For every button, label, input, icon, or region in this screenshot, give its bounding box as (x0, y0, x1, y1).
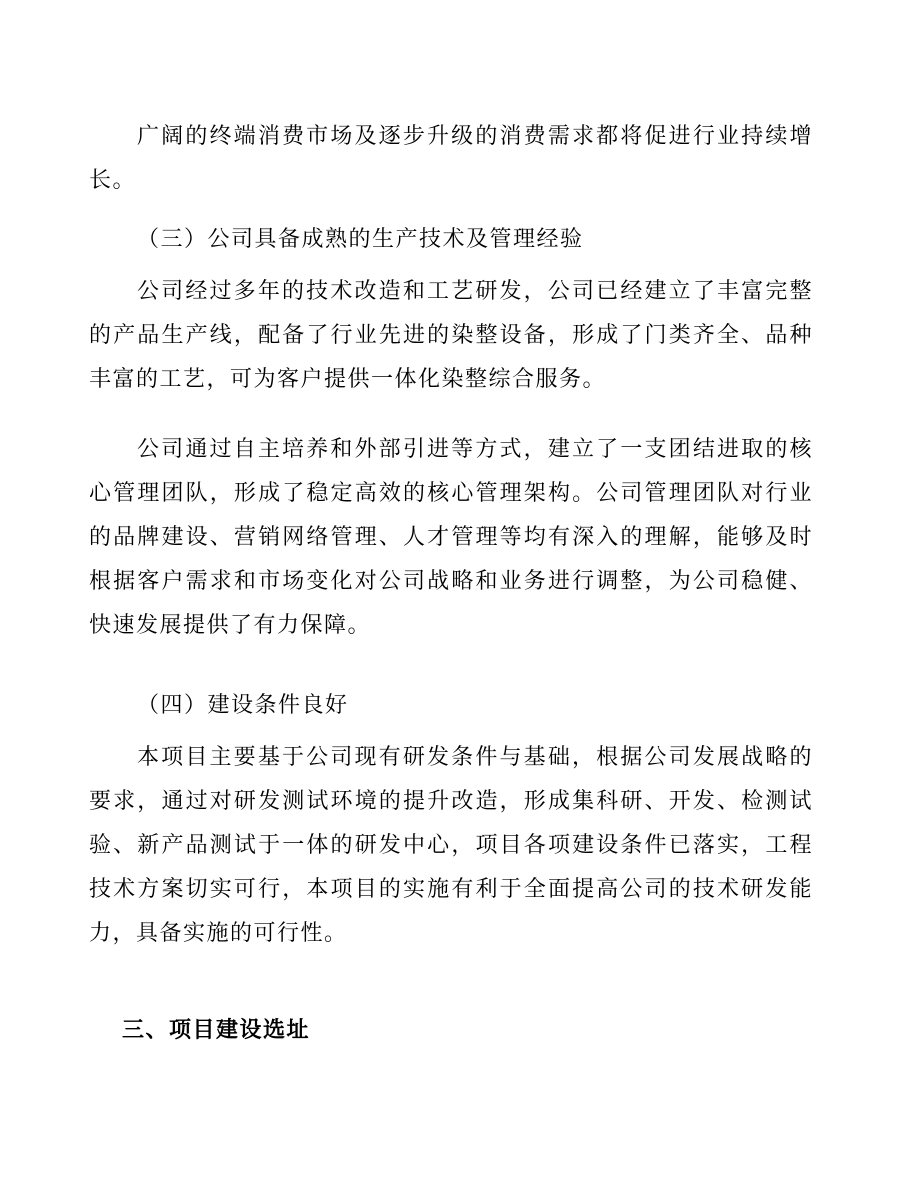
paragraph-project-basis: 本项目主要基于公司现有研发条件与基础，根据公司发展战略的要求，通过对研发测试环境的提升改造，形成集科研、开发、检测试验、新产品测试于一体的研发中心，项目各项建设条件已落实，工程技术方案切实可行，本项目的实施有利于全面提高公司的技术研发能力，具备实施的可行性。 (89, 745, 813, 946)
subheading-production-technology: （三）公司具备成熟的生产技术及管理经验 (137, 227, 584, 252)
section-heading-site-selection: 三、项目建设选址 (122, 1017, 311, 1043)
subheading-construction-conditions: （四）建设条件良好 (137, 693, 349, 718)
paragraph-management-team: 公司通过自主培养和外部引进等方式，建立了一支团结进取的核心管理团队，形成了稳定高效的核心管理架构。公司管理团队对行业的品牌建设、营销网络管理、人才管理等均有深入的理解，能够及时根据客户需求和市场变化对公司战略和业务进行调整，为公司稳健、快速发展提供了有力保障。 (89, 437, 813, 638)
paragraph-market-demand: 广阔的终端消费市场及逐步升级的消费需求都将促进行业持续增长。 (89, 124, 813, 193)
paragraph-technical-transformation: 公司经过多年的技术改造和工艺研发，公司已经建立了丰富完整的产品生产线，配备了行业先进的染整设备，形成了门类齐全、品种丰富的工艺，可为客户提供一体化染整综合服务。 (89, 279, 813, 392)
